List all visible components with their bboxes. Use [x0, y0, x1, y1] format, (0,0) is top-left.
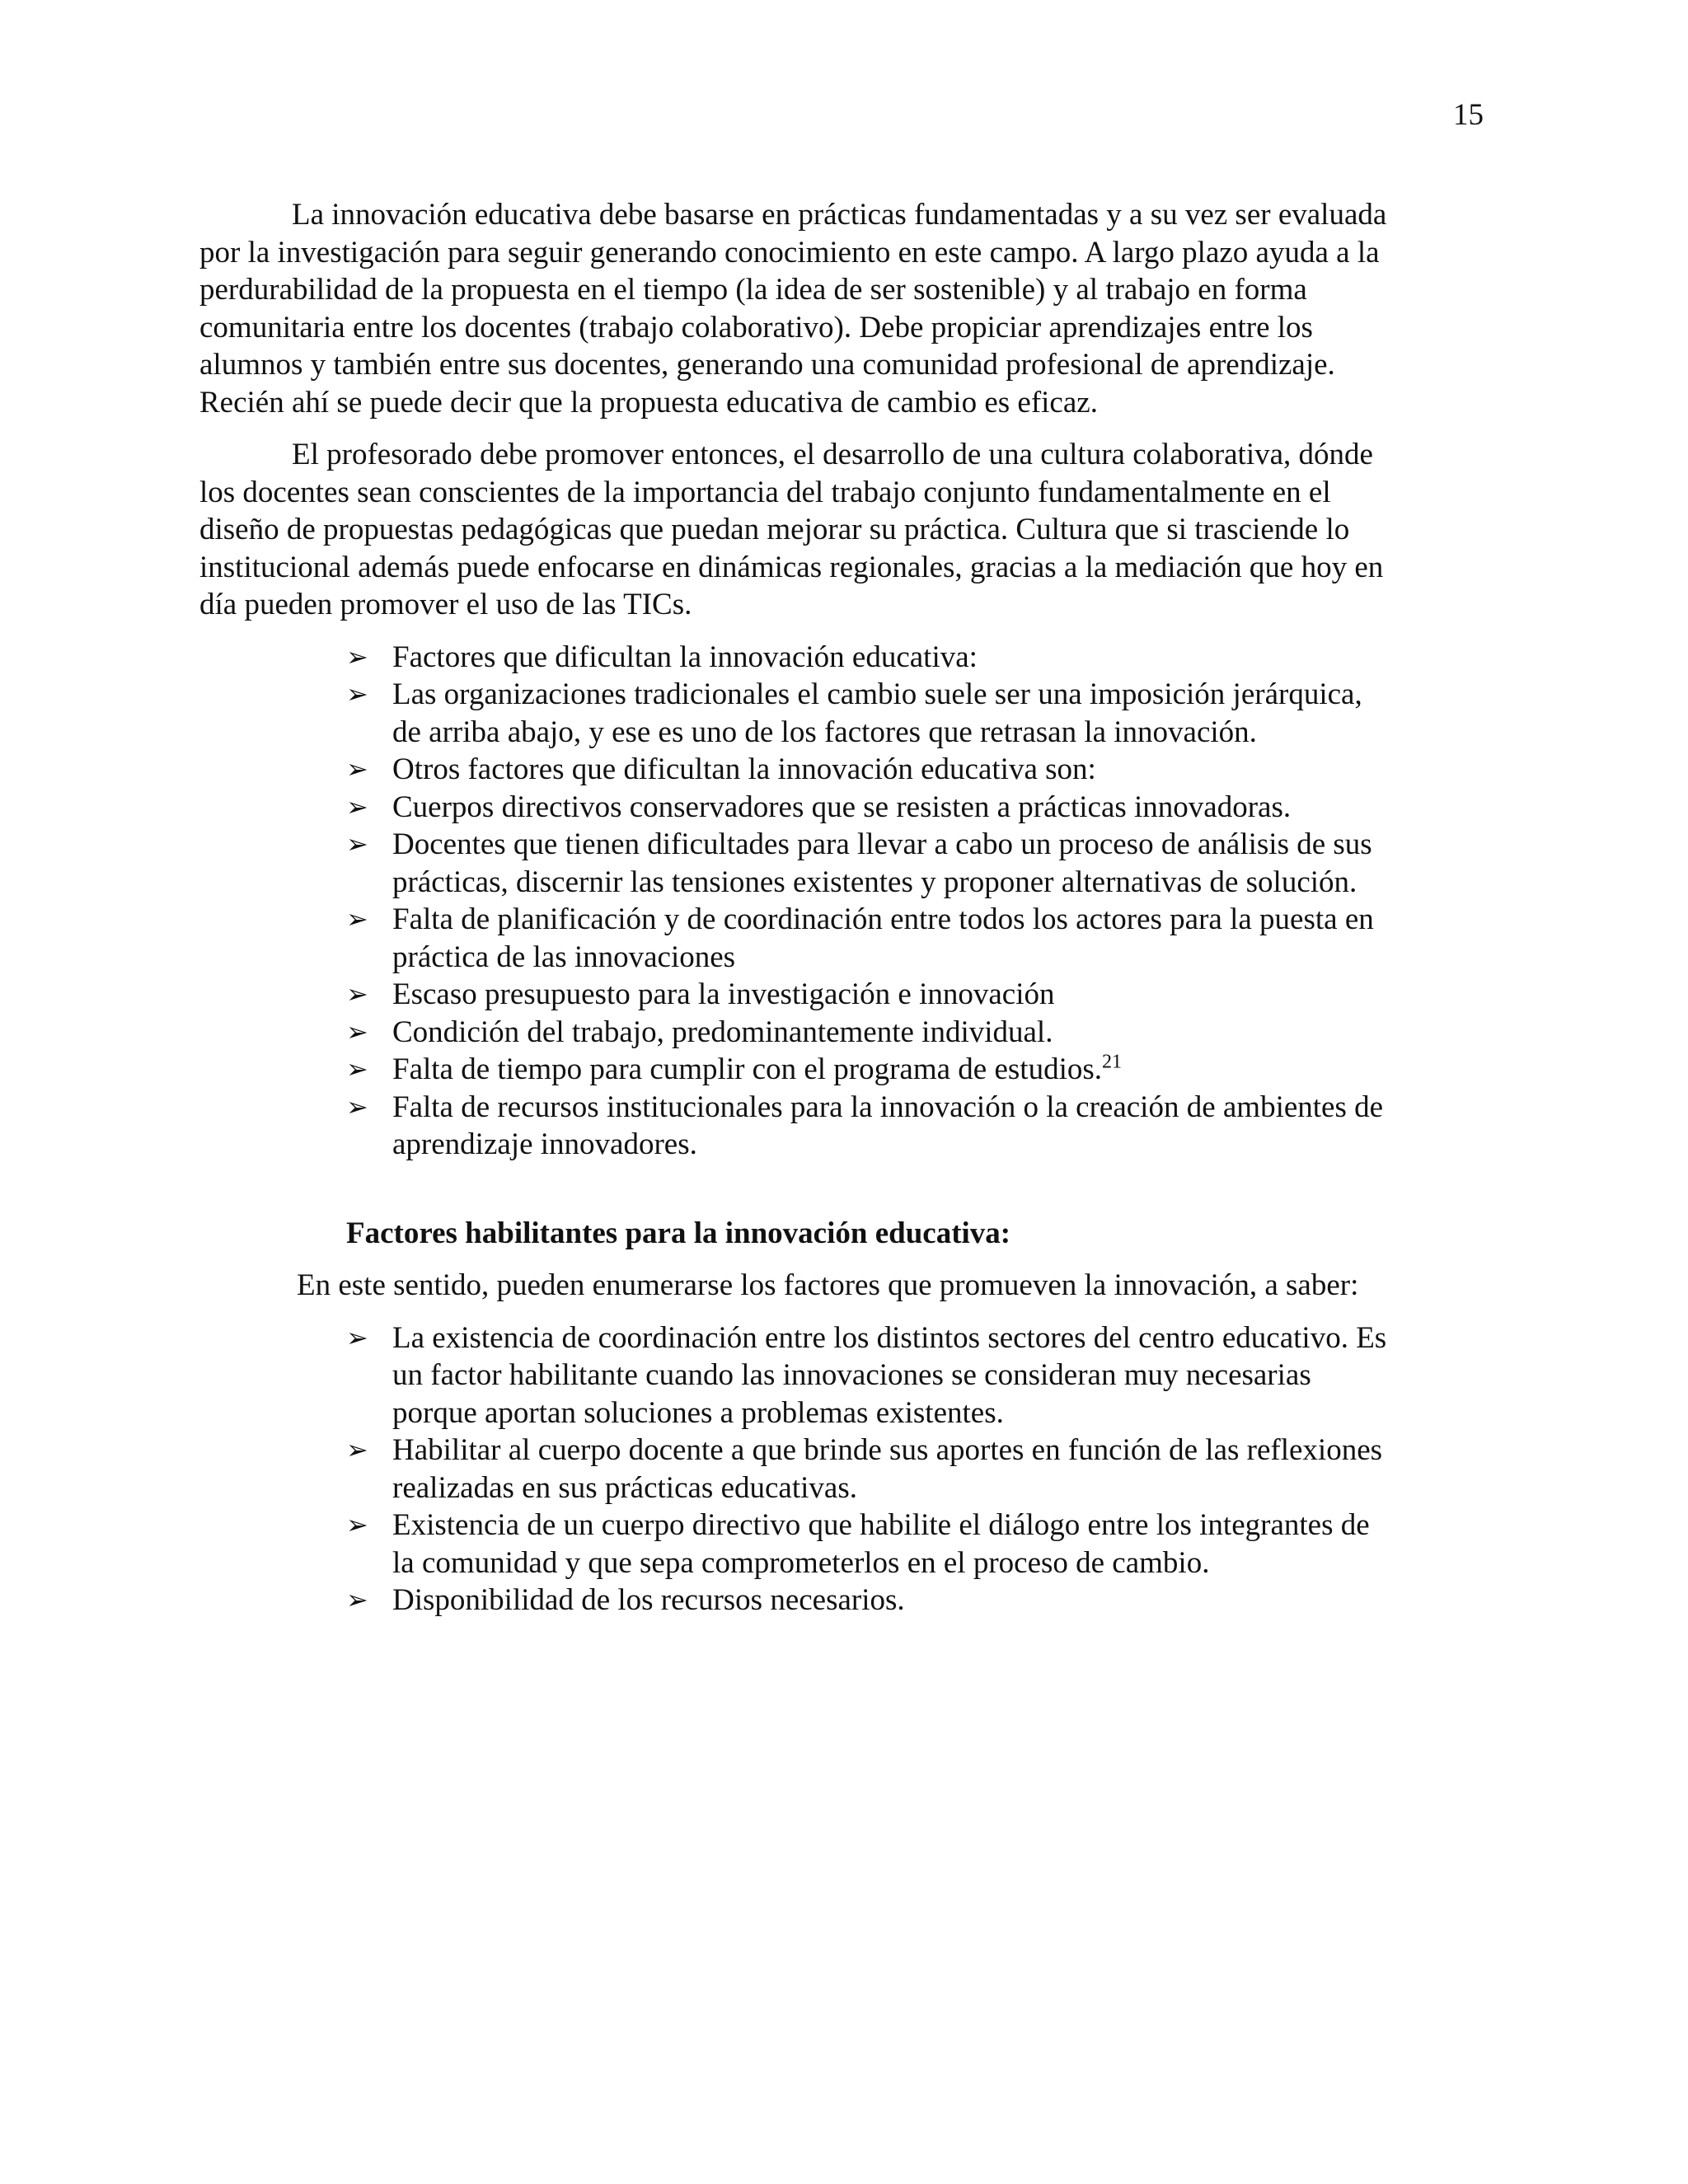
list-item — [346, 1582, 1482, 1619]
footnote-marker: 21 — [1102, 1051, 1123, 1073]
list-item-line: Condición del trabajo, predominantemente individual. — [392, 1015, 1053, 1049]
paragraph-collaborative-culture — [199, 436, 1482, 624]
list-item-line: Escaso presupuesto para la investigación e innovación — [392, 977, 1055, 1011]
list-item — [346, 1051, 1482, 1089]
list-item-line: Docentes que tienen dificultades para llevar a cabo un proceso de análisis de sus — [392, 827, 1372, 861]
list-item-line: porque aportan soluciones a problemas existentes. — [392, 1395, 1004, 1430]
list-item-line: Las organizaciones tradicionales el cambio suele ser una imposición jerárquica, — [392, 677, 1362, 711]
paragraph-line: Recién ahí se puede decir que la propuesta educativa de cambio es eficaz. — [199, 385, 1098, 419]
arrow-bullet-icon: ➢ — [346, 790, 368, 823]
arrow-bullet-icon: ➢ — [346, 1434, 368, 1465]
list-item — [346, 976, 1482, 1014]
list-item-line: prácticas, discernir las tensiones existentes y proponer alternativas de solución. — [392, 865, 1357, 899]
list-item — [346, 1432, 1482, 1507]
arrow-bullet-icon: ➢ — [346, 1090, 368, 1122]
list-item — [346, 639, 1482, 677]
arrow-bullet-icon: ➢ — [346, 903, 368, 935]
arrow-bullet-icon: ➢ — [346, 678, 368, 710]
list-item-line: Falta de planificación y de coordinación entre todos los actores para la puesta en — [392, 902, 1374, 936]
list-item-line: aprendizaje innovadores. — [392, 1127, 697, 1161]
arrow-bullet-icon: ➢ — [346, 1321, 368, 1353]
arrow-bullet-icon: ➢ — [346, 640, 368, 673]
page-content — [199, 196, 1482, 1619]
arrow-bullet-icon: ➢ — [346, 1509, 368, 1540]
arrow-bullet-icon: ➢ — [346, 1053, 368, 1085]
arrow-bullet-icon: ➢ — [346, 828, 368, 860]
list-item-line: realizadas en sus prácticas educativas. — [392, 1470, 857, 1505]
paragraph-line: comunitaria entre los docentes (trabajo colaborativo). Debe propiciar aprendizajes entre los — [199, 310, 1313, 344]
paragraph-line: alumnos y también entre sus docentes, generando una comunidad profesional de aprendizaje. — [199, 348, 1335, 382]
list-item — [346, 676, 1482, 751]
arrow-bullet-icon: ➢ — [346, 978, 368, 1010]
list-item-line: Cuerpos directivos conservadores que se resisten a prácticas innovadoras. — [392, 790, 1292, 824]
obstacles-list — [346, 639, 1482, 1164]
paragraph-innovation-evaluation — [199, 196, 1482, 421]
list-item-line: de arriba abajo, y ese es uno de los factores que retrasan la innovación. — [392, 715, 1257, 749]
list-item — [346, 826, 1482, 901]
list-item-line: Factores que dificultan la innovación educativa: — [392, 640, 978, 674]
paragraph-line: La innovación educativa debe basarse en prácticas fundamentadas y a su vez ser evaluada — [292, 198, 1387, 232]
list-item-line: Falta de tiempo para cumplir con el programa de estudios. — [392, 1052, 1103, 1086]
paragraph-line: perdurabilidad de la propuesta en el tiempo (la idea de ser sostenible) y al trabajo en forma — [199, 273, 1307, 307]
page-number: 15 — [1453, 98, 1484, 132]
list-item-line: Habilitar al cuerpo docente a que brinde sus aportes en función de las reflexiones — [392, 1433, 1383, 1467]
list-item-line: práctica de las innovaciones — [392, 940, 736, 974]
paragraph-line: institucional además puede enfocarse en dinámicas regionales, gracias a la mediación que hoy en — [199, 550, 1384, 584]
section-heading: Factores habilitantes para la innovación educativa: — [346, 1216, 1011, 1250]
section-intro: En este sentido, pueden enumerarse los factores que promueven la innovación, a saber: — [297, 1268, 1359, 1302]
list-item-line: la comunidad y que sepa comprometerlos en el proceso de cambio. — [392, 1545, 1210, 1580]
list-item-line: un factor habilitante cuando las innovaciones se consideran muy necesarias — [392, 1358, 1311, 1392]
list-item — [346, 901, 1482, 976]
paragraph-line: por la investigación para seguir generando conocimiento en este campo. A largo plazo ayuda a la — [199, 235, 1380, 269]
list-item-line: Falta de recursos institucionales para la innovación o la creación de ambientes de — [392, 1090, 1384, 1124]
arrow-bullet-icon: ➢ — [346, 1015, 368, 1047]
enablers-list — [346, 1319, 1482, 1619]
list-item — [346, 751, 1482, 789]
list-item — [346, 1319, 1482, 1432]
arrow-bullet-icon: ➢ — [346, 1584, 368, 1615]
list-item-line: Disponibilidad de los recursos necesarios. — [392, 1583, 905, 1617]
list-item-line: Existencia de un cuerpo directivo que habilite el diálogo entre los integrantes de — [392, 1508, 1370, 1542]
list-item-line: La existencia de coordinación entre los distintos sectores del centro educativo. Es — [392, 1320, 1387, 1355]
paragraph-line: día pueden promover el uso de las TICs. — [199, 588, 692, 621]
list-item — [346, 1507, 1482, 1582]
paragraph-line: El profesorado debe promover entonces, el desarrollo de una cultura colaborativa, dónde — [292, 438, 1373, 471]
list-item — [346, 789, 1482, 827]
list-item-line: Otros factores que dificultan la innovación educativa son: — [392, 752, 1096, 786]
list-item — [346, 1089, 1482, 1164]
arrow-bullet-icon: ➢ — [346, 753, 368, 785]
paragraph-line: los docentes sean conscientes de la importancia del trabajo conjunto fundamentalmente en el — [199, 475, 1331, 509]
paragraph-line: diseño de propuestas pedagógicas que puedan mejorar su práctica. Cultura que si trasciende lo — [199, 513, 1350, 546]
list-item — [346, 1014, 1482, 1052]
